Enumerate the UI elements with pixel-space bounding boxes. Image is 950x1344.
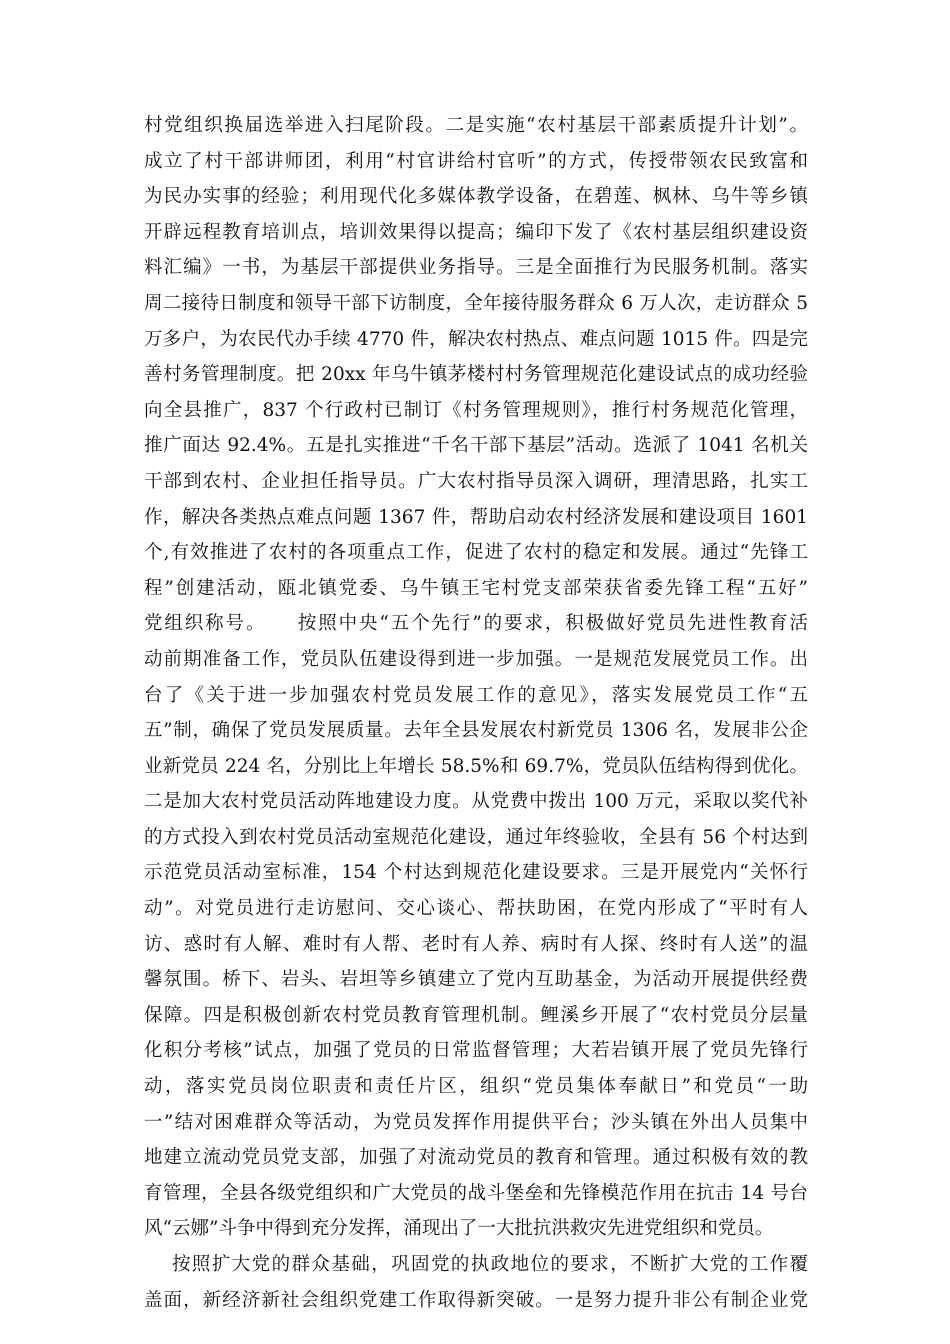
- text-line: 示范党员活动室标准，154 个村达到规范化建设要求。三是开展党内“关怀行: [144, 862, 808, 884]
- text-line: 干部到农村、企业担任指导员。广大农村指导员深入调研，理清思路，扎实工: [144, 470, 808, 492]
- text-line: 为民办实事的经验；利用现代化多媒体教学设备，在碧莲、枫林、乌牛等乡镇: [144, 186, 808, 208]
- text-line: 五”制，确保了党员发展质量。去年全县发展农村新党员 1306 名，发展非公企: [144, 720, 808, 742]
- text-line: 动，落实党员岗位职责和责任片区，组织“党员集体奉献日”和党员“一助: [144, 1076, 808, 1098]
- text-line: 动前期准备工作，党员队伍建设得到进一步加强。一是规范发展党员工作。出: [144, 648, 808, 670]
- text-line: 动”。对党员进行走访慰问、交心谈心、帮扶助困，在党内形成了“平时有人: [144, 898, 808, 920]
- text-line: 党组织称号。 按照中央“五个先行”的要求，积极做好党员先进性教育活: [144, 613, 808, 635]
- text-line: 访、惑时有人解、难时有人帮、老时有人养、病时有人探、终时有人送”的温: [144, 933, 808, 955]
- text-line: 风“云娜”斗争中得到充分发挥，涌现出了一大批抗洪救灾先进党组织和党员。: [144, 1218, 774, 1240]
- text-line: 二是加大农村党员活动阵地建设力度。从党费中拨出 100 万元，采取以奖代补: [144, 791, 808, 813]
- text-line: 馨氛围。桥下、岩头、岩坦等乡镇建立了党内互助基金，为活动开展提供经费: [144, 969, 808, 991]
- text-line: 业新党员 224 名，分别比上年增长 58.5%和 69.7%，党员队伍结构得到优化。: [144, 755, 808, 777]
- text-line: 周二接待日制度和领导干部下访制度，全年接待服务群众 6 万人次，走访群众 5: [144, 292, 808, 314]
- text-line: 保障。四是积极创新农村党员教育管理机制。鲤溪乡开展了“农村党员分层量: [144, 1004, 808, 1026]
- text-line: 地建立流动党员党支部，加强了对流动党员的教育和管理。通过积极有效的教: [144, 1147, 808, 1169]
- text-line: 万多户，为农民代办手续 4770 件，解决农村热点、难点问题 1015 件。四是完: [144, 328, 808, 350]
- text-line: 的方式投入到农村党员活动室规范化建设，通过年终验收，全县有 56 个村达到: [144, 826, 808, 848]
- text-line: 一”结对困难群众等活动，为党员发挥作用提供平台；沙头镇在外出人员集中: [144, 1111, 808, 1133]
- text-line: 按照扩大党的群众基础，巩固党的执政地位的要求，不断扩大党的工作覆: [172, 1254, 808, 1275]
- text-line: 个,有效推进了农村的各项重点工作，促进了农村的稳定和发展。通过“先锋工: [144, 542, 808, 564]
- text-line: 料汇编》一书，为基层干部提供业务指导。三是全面推行为民服务机制。落实: [144, 257, 808, 279]
- text-line: 作，解决各类热点难点问题 1367 件，帮助启动农村经济发展和建设项目 1601: [144, 506, 808, 528]
- body-text: [144, 108, 808, 1318]
- text-line: 推广面达 92.4%。五是扎实推进“千名干部下基层”活动。选派了 1041 名机关: [144, 435, 808, 457]
- text-line: 善村务管理制度。把 20xx 年乌牛镇茅楼村村务管理规范化建设试点的成功经验: [144, 364, 808, 386]
- text-line: 向全县推广，837 个行政村已制订《村务管理规则》，推行村务规范化管理，: [144, 399, 808, 421]
- text-line: 化积分考核”试点，加强了党员的日常监督管理；大若岩镇开展了党员先锋行: [144, 1040, 808, 1062]
- text-line: 育管理，全县各级党组织和广大党员的战斗堡垒和先锋模范作用在抗击 14 号台: [144, 1182, 808, 1204]
- text-line: 开辟远程教育培训点，培训效果得以提高；编印下发了《农村基层组织建设资: [144, 221, 808, 243]
- text-line: 盖面，新经济新社会组织党建工作取得新突破。一是努力提升非公有制企业党: [144, 1289, 808, 1311]
- text-line: 程”创建活动，瓯北镇党委、乌牛镇王宅村党支部荣获省委先锋工程“五好”: [144, 577, 808, 599]
- text-line: 成立了村干部讲师团，利用“村官讲给村官听”的方式，传授带领农民致富和: [144, 150, 808, 172]
- text-line: 台了《关于进一步加强农村党员发展工作的意见》，落实发展党员工作“五: [144, 684, 808, 706]
- text-line: 村党组织换届选举进入扫尾阶段。二是实施“农村基层干部素质提升计划”。: [144, 115, 808, 136]
